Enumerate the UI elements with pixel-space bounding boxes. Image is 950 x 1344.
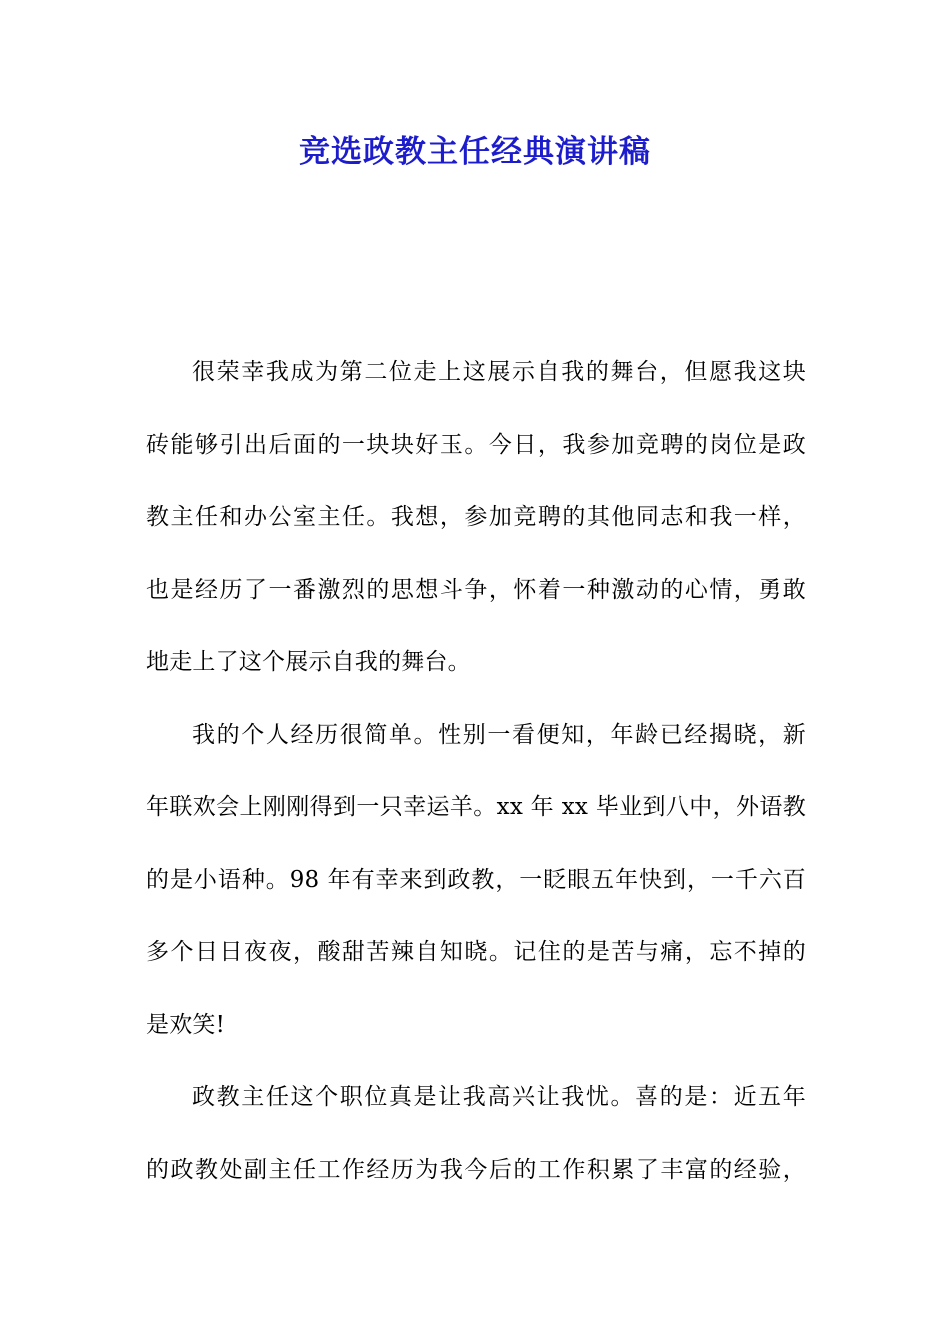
document-title: 竞选政教主任经典演讲稿 bbox=[299, 134, 651, 170]
paragraph-line: 年联欢会上刚刚得到一只幸运羊。xx 年 xx 毕业到八中，外语教 bbox=[146, 794, 806, 820]
paragraph-line: 地走上了这个展示自我的舞台。 bbox=[146, 649, 471, 675]
paragraph-line: 的政教处副主任工作经历为我今后的工作积累了丰富的经验， bbox=[146, 1156, 806, 1183]
paragraph-2 bbox=[146, 699, 806, 1062]
paragraph-line: 我的个人经历很简单。性别一看便知，年龄已经揭晓，新 bbox=[192, 721, 806, 748]
paragraph-3 bbox=[146, 1061, 806, 1206]
paragraph-line: 很荣幸我成为第二位走上这展示自我的舞台，但愿我这块 bbox=[192, 359, 806, 385]
paragraph-line: 政教主任这个职位真是让我高兴让我忧。喜的是：近五年 bbox=[192, 1084, 806, 1110]
paragraph-line: 教主任和办公室主任。我想，参加竞聘的其他同志和我一样， bbox=[146, 504, 806, 530]
paragraph-line: 砖能够引出后面的一块块好玉。今日，我参加竞聘的岗位是政 bbox=[146, 431, 806, 458]
paragraph-line: 是欢笑! bbox=[146, 1011, 226, 1038]
paragraph-1 bbox=[146, 336, 806, 699]
paragraph-line: 的是小语种。98 年有幸来到政教，一眨眼五年快到，一千六百 bbox=[146, 866, 806, 893]
document-body bbox=[146, 336, 806, 1206]
paragraph-line: 多个日日夜夜，酸甜苦辣自知晓。记住的是苦与痛，忘不掉的 bbox=[146, 939, 806, 965]
paragraph-line: 也是经历了一番激烈的思想斗争，怀着一种激动的心情，勇敢 bbox=[146, 576, 806, 603]
